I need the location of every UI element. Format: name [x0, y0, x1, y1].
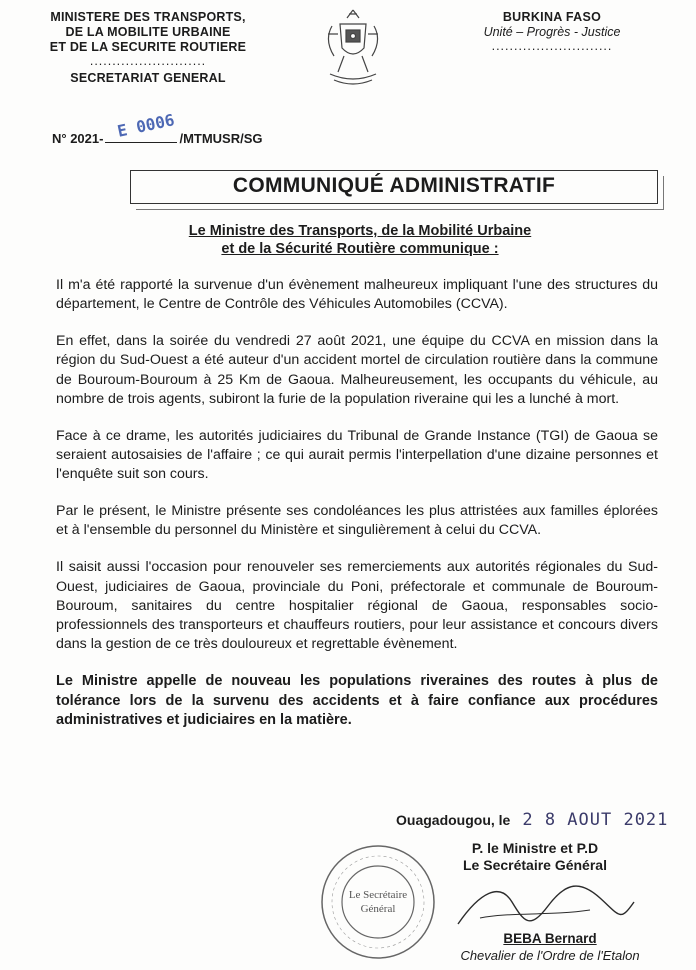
for-minister-label: P. le Ministre et P.D: [471, 840, 599, 856]
ministry-line: ET DE LA SECURITE ROUTIERE: [49, 40, 247, 54]
country-separator: ...........................: [491, 39, 613, 53]
place-label: Ouagadougou, le: [396, 812, 511, 828]
reference-prefix: N° 2021-: [52, 131, 104, 146]
signer-name: BEBA Bernard: [503, 931, 597, 946]
reference-number: [52, 131, 263, 146]
ministry-line: MINISTERE DES TRANSPORTS,: [50, 10, 246, 24]
paragraph: Il m'a été rapporté la survenue d'un évènement malheureux impliquant l'une des structures du département, le Centre de Contrôle des Véhicules Automobiles (CCVA).: [56, 277, 658, 313]
reference-blank: [105, 142, 177, 143]
official-seal-icon: [318, 842, 438, 962]
paragraph: Il saisit aussi l'occasion pour renouveler ses remerciements aux autorités régionales du Sud-Ouest, judiciaires de Gaoua, provinciale du Poni, préfectorale et communale de Bouroum-Bouroum, sanitaires du centre hospitalier régional de Gaoua, responsables socio-professionnels des transporteurs et chauffeurs routiers, pour leur assistance et concours divers dans la gestion de ce très douloureux et regrettable évènement.: [56, 559, 658, 653]
svg-text:Le Secrétaire: Le Secrétaire: [348, 889, 408, 901]
reference-stamp: E 0006: [115, 110, 177, 141]
date-stamp: 2 8 AOUT 2021: [522, 810, 669, 830]
paragraph: En effet, dans la soirée du vendredi 27 août 2021, une équipe du CCVA en mission dans la région du Sud-Ouest a été auteur d'un accident mortel de circulation routière dans la commune de Bouroum-Bouroum à 25 Km de Gaoua. Malheureusement, les occupants du véhicule, au nombre de trois agents, subiront la furie de la population riveraine qui les a lunché à mort.: [56, 333, 658, 407]
subtitle-line: Le Ministre des Transports, de la Mobilité Urbaine: [188, 223, 532, 239]
subtitle-line: et de la Sécurité Routière communique :: [221, 241, 499, 257]
country-name: BURKINA FASO: [502, 10, 602, 24]
country-motto: Unité – Progrès - Justice: [483, 25, 621, 39]
coat-of-arms-icon: [318, 4, 388, 96]
svg-text:Général: Général: [360, 903, 396, 915]
ministry-header: [18, 10, 278, 86]
country-header: [452, 10, 652, 52]
signer-title: Chevalier de l'Ordre de l'Etalon: [460, 948, 640, 963]
appeal-paragraph: Le Ministre appelle de nouveau les populations riveraines des routes à plus de tolérance lors de la survenu des accidents et à faire confiance aux procédures administratives et judiciaires en la matière.: [56, 673, 658, 728]
date-line: [396, 810, 668, 830]
ministry-line: DE LA MOBILITE URBAINE: [65, 25, 231, 39]
paragraph: Face à ce drame, les autorités judiciaires du Tribunal de Grande Instance (TGI) de Gaoua se seraient autosaisies de l'affaire ; ce qui aurait permis l'interpellation d'une dizaine personnes et l'enquête suit son cours.: [56, 427, 658, 483]
document-title: COMMUNIQUÉ ADMINISTRATIF: [232, 174, 556, 197]
handwritten-signature: [450, 872, 640, 938]
document-subtitle: [60, 222, 660, 258]
secretariat-label: SECRETARIAT GENERAL: [70, 71, 226, 85]
ministry-separator: ..........................: [89, 54, 207, 68]
secretary-label: Le Secrétaire Général: [463, 857, 607, 873]
signature-block: [420, 840, 650, 874]
communique-body: [56, 276, 658, 748]
reference-suffix: /MTMUSR/SG: [179, 131, 263, 146]
paragraph: Par le présent, le Ministre présente ses condoléances les plus attristées aux familles éplorées et à l'ensemble du personnel du Ministère et singulièrement à celui du CCVA.: [56, 503, 658, 539]
